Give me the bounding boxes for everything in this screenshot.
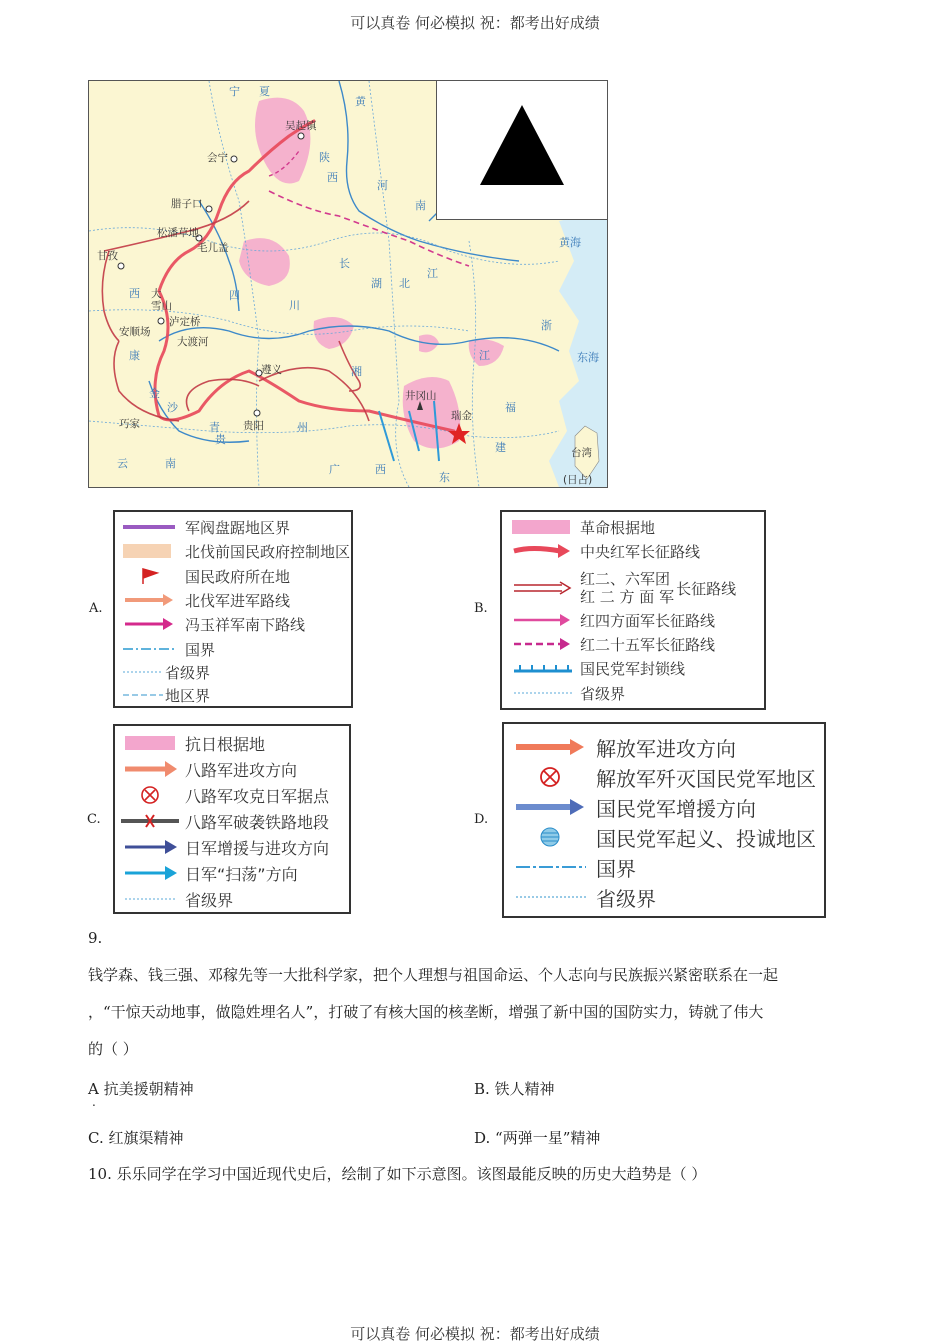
legend-a-item: 冯玉祥军南下路线 (185, 615, 306, 634)
label-zunyi: 遵义 (261, 364, 282, 376)
legend-a-item: 国界 (185, 640, 216, 659)
region-label: 云 (117, 457, 128, 470)
option-c-label: C. (87, 812, 101, 827)
legend-c-item: 日军“扫荡”方向 (185, 864, 298, 884)
region-label: 黄海 (559, 236, 581, 249)
label-daduhe: 大渡河 (177, 336, 209, 348)
region-label: 长 (339, 257, 350, 270)
region-label: 宁 (229, 85, 240, 98)
legend-d-item: 国民党军增援方向 (596, 796, 756, 821)
region-label: 东 (439, 471, 450, 484)
legend-d-item: 解放军歼灭国民党军地区 (596, 766, 816, 791)
region-label: 黄 (355, 95, 366, 108)
region-label: 康 (129, 349, 140, 362)
region-label: 广 (329, 463, 340, 476)
legend-c-item: 八路军攻克日军据点 (185, 786, 330, 806)
legend-b-item: 革命根据地 (580, 518, 656, 537)
region-label: 建 (495, 441, 506, 454)
q9-line1: 钱学森、钱三强、邓稼先等一大批科学家，把个人理想与祖国命运、个人志向与民族振兴紧密联系在一起 (88, 966, 779, 984)
legend-d[interactable] (502, 722, 826, 918)
legend-a-item: 国民政府所在地 (185, 567, 291, 586)
legend-c-item: 抗日根据地 (185, 734, 266, 754)
legend-b-item: 红 二 方 面 军 (580, 588, 675, 606)
legend-b-item: 红二、六军团 (580, 570, 671, 588)
legend-c-item: 省级界 (185, 890, 234, 910)
label-ganzi: 甘孜 (97, 250, 118, 262)
option-b-label: B. (474, 601, 488, 616)
legend-d-item: 国民党军起义、投诚地区 (596, 826, 816, 851)
region-label: 北 (399, 277, 410, 290)
legend-b-item: 红四方面军长征路线 (580, 611, 716, 630)
region-label: 南 (165, 457, 176, 470)
region-label: 陕 (319, 151, 330, 164)
label-qiaojia: 巧家 (119, 418, 140, 430)
legend-c-item: 八路军破袭铁路地段 (185, 812, 330, 832)
legend-c-item: 日军增援与进攻方向 (185, 838, 330, 858)
legend-b-item: 中央红军长征路线 (580, 542, 701, 561)
legend-a-item: 北伐军进军路线 (185, 591, 291, 610)
page-header: 可以真卷 何必模拟 祝：都考出好成绩 (350, 14, 600, 32)
region-label: 西 (327, 171, 338, 184)
mask-box (436, 80, 608, 220)
region-label: 湖 (371, 277, 382, 290)
region-label: 浙 (541, 319, 552, 332)
page-footer: 可以真卷 何必模拟 祝：都考出好成绩 (350, 1325, 600, 1343)
q9-choice-a[interactable]: A 抗美援朝精神 (88, 1080, 194, 1098)
legend-d-item: 解放军进攻方向 (596, 736, 736, 761)
label-huining: 会宁 (207, 152, 228, 164)
legend-b[interactable] (500, 510, 766, 710)
region-label: 夏 (259, 85, 270, 98)
option-a-label: A. (89, 601, 103, 616)
region-label: 川 (289, 299, 300, 312)
region-label: 江 (427, 267, 438, 280)
q9-choice-c[interactable]: C. 红旗渠精神 (88, 1129, 184, 1147)
region-label: 东海 (577, 351, 599, 364)
region-label: 河 (377, 179, 388, 192)
legend-d-item: 国界 (596, 856, 636, 881)
label-da: 大 (151, 288, 162, 300)
region-label: 青 (209, 421, 220, 434)
q9-line2: ，“干惊天动地事，做隐姓埋名人”，打破了有核大国的核垄断，增强了新中国的国防实力，铸就了伟大 (88, 1003, 764, 1021)
region-label: 福 (505, 401, 516, 414)
legend-c-item: 八路军进攻方向 (185, 760, 298, 780)
label-guiyang: 贵阳 (243, 420, 264, 432)
region-label: 四 (229, 289, 240, 302)
legend-b-item: 国民党军封锁线 (580, 659, 686, 678)
legend-c[interactable] (113, 724, 351, 914)
label-ruijin: 瑞金 (451, 410, 472, 422)
legend-b-item: 红二十五军长征路线 (580, 635, 716, 654)
legend-b-item: 长征路线 (676, 579, 737, 598)
region-label: 西 (375, 463, 386, 476)
label-ludingqiao: 泸定桥 (169, 316, 201, 328)
q10-text: 10. 乐乐同学在学习中国近现代史后，绘制了如下示意图。该图最能反映的历史大趋势是（ ） (88, 1165, 707, 1183)
q9-choice-a-dot: . (92, 1095, 96, 1109)
q9-choice-b[interactable]: B. 铁人精神 (474, 1080, 555, 1098)
label-rizhan: (日占) (563, 474, 593, 486)
region-label: 湘 (351, 365, 362, 378)
label-jinggangshan: 井冈山 (405, 390, 437, 402)
region-label: 江 (479, 349, 490, 362)
label-songpan: 松潘草地 (157, 227, 199, 239)
legend-a-item: 地区界 (165, 686, 211, 705)
region-label: 南 (415, 199, 426, 212)
triangle-icon (480, 105, 564, 185)
region-label: 贵 (215, 433, 226, 446)
label-lazikou: 腊子口 (171, 198, 203, 210)
label-xueshan: 雪山 (151, 300, 172, 312)
red-flag-icon (143, 569, 157, 584)
legend-b-item: 省级界 (580, 684, 626, 703)
region-label: 州 (297, 421, 308, 434)
option-d-label: D. (474, 812, 489, 827)
region-label: 金 (149, 387, 160, 400)
region-label: 沙 (167, 401, 178, 414)
q9-choice-d[interactable]: D. “两弹一星”精神 (474, 1129, 601, 1147)
region-label: 西 (129, 287, 140, 300)
q9-line3: 的（ ） (88, 1040, 138, 1058)
q9-number: 9. (88, 929, 103, 947)
region-label: 台湾 (571, 447, 592, 459)
legend-a-item: 军阀盘踞地区界 (185, 518, 291, 537)
label-wuqizhen: 吴起镇 (285, 120, 317, 132)
legend-a-item: 北伐前国民政府控制地区 (185, 542, 351, 561)
label-anshunchang: 安顺场 (119, 326, 151, 338)
label-maoergai: 毛儿盖 (197, 242, 229, 254)
legend-d-item: 省级界 (596, 886, 656, 911)
legend-a[interactable] (113, 510, 353, 708)
legend-a-item: 省级界 (165, 663, 211, 682)
